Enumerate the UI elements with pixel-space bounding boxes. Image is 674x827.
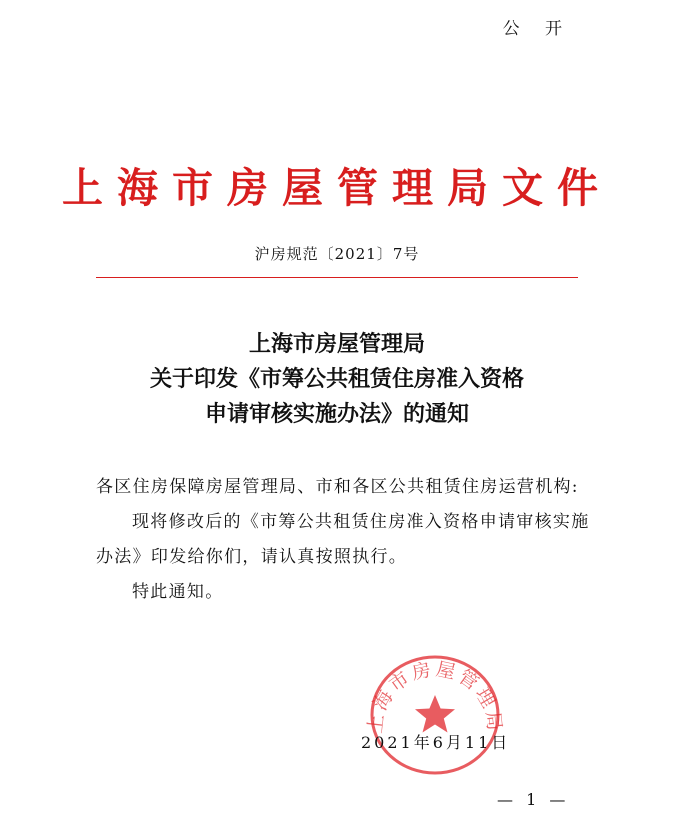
- classification-label: 公 开: [502, 19, 572, 39]
- addressee-line: 各区住房保障房屋管理局、市和各区公共租赁住房运营机构:: [96, 477, 579, 497]
- notice-body: [96, 470, 596, 610]
- notice-subject: [0, 327, 674, 432]
- body-paragraph-line-1: 现将修改后的《市筹公共租赁住房准入资格申请审核实施: [132, 512, 590, 532]
- body-paragraph-line-2: 办法》印发给你们，请认真按照执行。: [96, 547, 408, 567]
- document-header-title: 上海市房屋管理局文件: [62, 164, 612, 212]
- subject-line-1: 上海市房屋管理局: [248, 331, 425, 357]
- official-seal-stamp: [360, 645, 510, 775]
- red-divider-line: [96, 277, 578, 278]
- seal-text: 上海市房屋管理局: [364, 658, 506, 735]
- closing-line: 特此通知。: [132, 582, 224, 602]
- subject-line-2: 关于印发《市筹公共租赁住房准入资格: [149, 366, 524, 392]
- star-icon: [415, 695, 455, 733]
- page-number: — 1 —: [497, 790, 570, 809]
- document-date: 2021年6月11日: [361, 733, 511, 752]
- subject-line-3: 申请审核实施办法》的通知: [204, 401, 469, 427]
- document-number: 沪房规范〔2021〕7号: [254, 245, 420, 263]
